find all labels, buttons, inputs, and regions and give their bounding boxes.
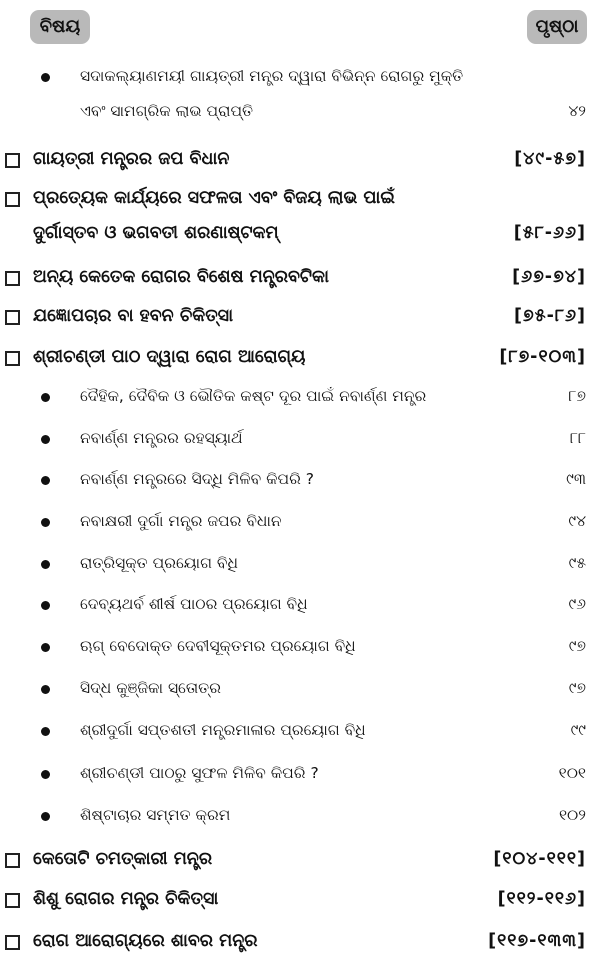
page-number: ୧୦୨	[558, 806, 586, 824]
toc-subentry	[0, 590, 600, 618]
page-header: ପୃଷ୍ଠା	[527, 10, 587, 44]
bullet-icon	[41, 393, 50, 402]
checkbox-square-icon	[5, 153, 20, 168]
checkbox-square-icon	[5, 935, 20, 950]
checkbox-square-icon	[5, 853, 20, 868]
entry-title: ଦୈହିକ, ଦୈବିକ ଓ ଭୌତିକ କଷ୍ଟ ଦୂର ପାଇଁ ନବାର୍ଣ୍ଣ ମନ୍ତ୍ର	[80, 387, 427, 405]
toc-entry	[0, 342, 600, 372]
checkbox-square-icon	[5, 351, 20, 366]
checkbox-square-icon	[5, 893, 20, 908]
bullet-icon	[41, 727, 50, 736]
toc-subentry	[0, 632, 600, 660]
toc-subentry	[0, 716, 600, 744]
page-number: [୬୭-୭୪]	[512, 267, 586, 287]
toc-subentry	[0, 759, 600, 787]
bullet-icon	[41, 476, 50, 485]
toc-subentry	[0, 465, 600, 493]
bullet-icon	[41, 601, 50, 610]
entry-title: ଶ୍ରୀଚଣ୍ଡୀ ପାଠରୁ ସୁଫଳ ମିଳିବ କିପରି ?	[80, 764, 319, 782]
toc-subentry	[0, 507, 600, 535]
toc-subentry	[0, 424, 600, 452]
entry-title: ଶିଷ୍ଟାଚାର ସମ୍ମତ କ୍ରମ	[80, 806, 231, 824]
page-number: ୪୨	[568, 102, 586, 120]
bullet-icon	[41, 812, 50, 821]
bullet-icon	[41, 435, 50, 444]
page-number: [୧୧୭-୧୩୩]	[488, 931, 586, 951]
entry-title: ରାତ୍ରିସୂକ୍ତ ପ୍ରୟୋଗ ବିଧି	[80, 554, 238, 572]
checkbox-square-icon	[5, 271, 20, 286]
entry-title: ଯଜ୍ଞୋପଚାର ବା ହବନ ଚିକିତ୍ସା	[33, 306, 234, 326]
toc-subentry	[0, 382, 600, 410]
bullet-icon	[41, 73, 50, 82]
entry-title: ଅନ୍ୟ କେତେକ ରୋଗର ବିଶେଷ ମନ୍ତ୍ରବଟିକା	[33, 267, 329, 287]
entry-title: ଶ୍ରୀଦୁର୍ଗା ସପ୍ତଶତୀ ମନ୍ତ୍ରମାଳାର ପ୍ରୟୋଗ ବିଧି	[80, 721, 366, 739]
entry-title: ସଦାକଲ୍ୟାଣମୟୀ ଗାୟତ୍ରୀ ମନ୍ତ୍ର ଦ୍ୱାରା ବିଭିନ୍ନ ରୋଗରୁ ମୁକ୍ତି	[80, 67, 464, 85]
page-number: [୧୧୨-୧୧୬]	[497, 889, 586, 909]
page-number: [୮୭-୧୦୩]	[499, 347, 586, 367]
entry-title: ଦୁର୍ଗାସ୍ତବ ଓ ଭଗବତୀ ଶରଣାଷ୍ଟକମ୍	[33, 223, 279, 243]
page-number: ୮୮	[569, 429, 586, 447]
toc-entry	[0, 884, 600, 914]
page-number: [୫୮-୬୬]	[513, 223, 586, 243]
toc-entry	[0, 262, 600, 292]
entry-title: କେତୋଟି ଚମତ୍କାରୀ ମନ୍ତ୍ର	[33, 849, 213, 869]
entry-title: ଏବଂ ସାମଗ୍ରିକ ଲାଭ ପ୍ରାପ୍ତି	[80, 102, 254, 120]
bullet-icon	[41, 518, 50, 527]
entry-title: ସିଦ୍ଧ କୁଞ୍ଜିକା ସ୍ତୋତ୍ର	[80, 679, 221, 697]
checkbox-square-icon	[5, 192, 20, 207]
toc-entry	[0, 301, 600, 331]
bullet-icon	[41, 643, 50, 652]
toc-subentry	[0, 97, 600, 125]
page-number: ୯୫	[568, 554, 586, 572]
toc-entry	[0, 144, 600, 174]
page-number: ୮୭	[568, 387, 586, 405]
entry-title: ନବାର୍ଣ୍ଣ ମନ୍ତ୍ରର ରହସ୍ୟାର୍ଥ	[80, 429, 243, 447]
toc-subentry	[0, 674, 600, 702]
entry-title: ରୋଗ ଆରୋଗ୍ୟରେ ଶାବର ମନ୍ତ୍ର	[33, 931, 258, 951]
toc-entry	[0, 926, 600, 956]
page-number: ୯୭	[568, 637, 586, 655]
page-number: ୯୪	[568, 512, 586, 530]
entry-title: ଗାୟତ୍ରୀ ମନ୍ତ୍ରର ଜପ ବିଧାନ	[33, 149, 230, 169]
checkbox-square-icon	[5, 310, 20, 325]
bullet-icon	[41, 560, 50, 569]
subject-header: ବିଷୟ	[30, 10, 90, 44]
page-number: ୯୬	[568, 595, 586, 613]
entry-title: ନବାକ୍ଷରୀ ଦୁର୍ଗା ମନ୍ତ୍ର ଜପର ବିଧାନ	[80, 512, 282, 530]
entry-title: ଋଗ୍ ବେଦୋକ୍ତ ଦେବୀସୂକ୍ତମର ପ୍ରୟୋଗ ବିଧି	[80, 637, 356, 655]
toc-subentry	[0, 801, 600, 829]
page-number: ୯୭	[568, 679, 586, 697]
entry-title: ପ୍ରତ୍ୟେକ କାର୍ଯ୍ୟରେ ସଫଳତା ଏବଂ ବିଜୟ ଲାଭ ପାଇଁ	[33, 188, 395, 208]
toc-subentry	[0, 62, 600, 90]
page-number: ୯୯	[570, 721, 586, 739]
page-number: ୧୦୧	[558, 764, 586, 782]
page-number: ୯୩	[566, 470, 586, 488]
entry-title: ଶିଶୁ ରୋଗର ମନ୍ତ୍ର ଚିକିତ୍ସା	[33, 889, 219, 909]
bullet-icon	[41, 770, 50, 779]
entry-title: ଶ୍ରୀଚଣ୍ଡୀ ପାଠ ଦ୍ୱାରା ରୋଗ ଆରୋଗ୍ୟ	[33, 347, 306, 367]
page-number: [୭୫-୮୬]	[513, 306, 586, 326]
page-number: [୧୦୪-୧୧୧]	[493, 849, 586, 869]
entry-title: ଦେବ୍ୟଥର୍ବ ଶୀର୍ଷ ପାଠର ପ୍ରୟୋଗ ବିଧି	[80, 595, 308, 613]
page-number: [୪୯-୫୭]	[514, 149, 586, 169]
entry-title: ନବାର୍ଣ୍ଣ ମନ୍ତ୍ରରେ ସିଦ୍ଧି ମିଳିବ କିପରି ?	[80, 470, 315, 488]
toc-entry	[0, 218, 600, 248]
bullet-icon	[41, 685, 50, 694]
toc-entry	[0, 183, 600, 213]
toc-entry	[0, 844, 600, 874]
toc-subentry	[0, 549, 600, 577]
